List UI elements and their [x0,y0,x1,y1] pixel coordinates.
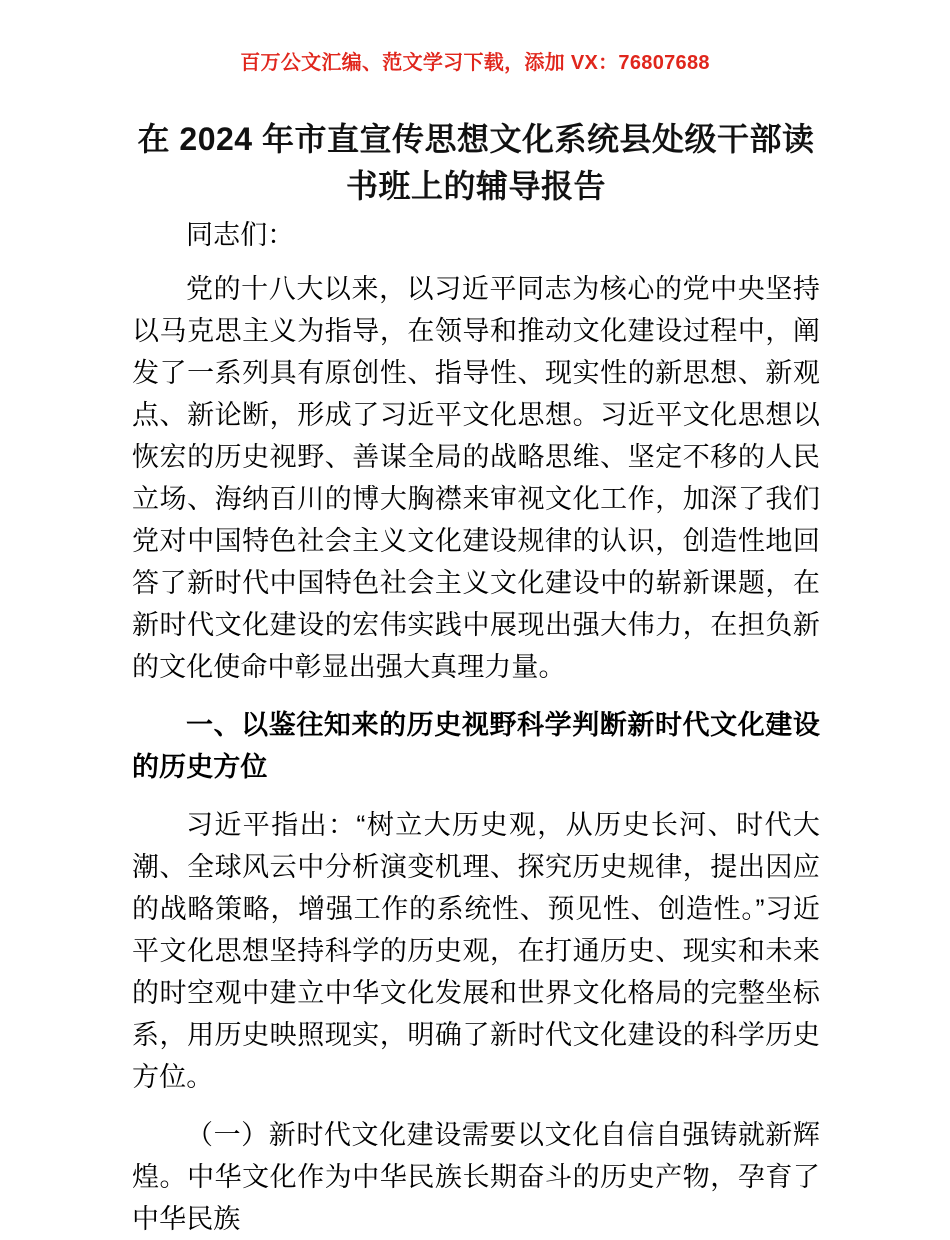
salutation: 同志们： [186,220,295,250]
header-watermark: 百万公文汇编、范文学习下载，添加 VX：76807688 [240,52,710,74]
page-title-line-1: 在 2024 年市直宣传思想文化系统县处级干部读 [137,121,815,157]
body-paragraph-3: （一）新时代文化建设需要以文化自信自强铸就新辉煌。中华文化作为中华民族长期奋斗的历史产物，孕育了中华民族 [132,1120,820,1234]
paragraph-spacer [132,688,820,704]
document-body [132,214,820,1240]
paragraph-spacer [132,1098,820,1114]
body-paragraph-1: 党的十八大以来，以习近平同志为核心的党中央坚持以马克思主义为指导，在领导和推动文化建设过程中，阐发了一系列具有原创性、指导性、现实性的新思想、新观点、新论断，形成了习近平文化思想。习近平文化思想以恢宏的历史视野、善谋全局的战略思维、坚定不移的人民立场、海纳百川的博大胸襟来审视文化工作，加深了我们党对中国特色社会主义文化建设规律的认识，创造性地回答了新时代中国特色社会主义文化建设中的崭新课题，在新时代文化建设的宏伟实践中展现出强大伟力，在担负新的文化使命中彰显出强大真理力量。 [132,274,820,682]
body-paragraph-2: 习近平指出：“树立大历史观，从历史长河、时代大潮、全球风云中分析演变机理、探究历史规律，提出因应的战略策略，增强工作的系统性、预见性、创造性。”习近平文化思想坚持科学的历史观，在打通历史、现实和未来的时空观中建立中华文化发展和世界文化格局的完整坐标系，用历史映照现实，明确了新时代文化建设的科学历史方位。 [132,810,820,1092]
paragraph-spacer [132,256,820,268]
page-title-line-2: 书班上的辅导报告 [345,168,606,204]
section-heading-1: 一、以鉴往知来的历史视野科学判断新时代文化建设的历史方位 [132,710,820,782]
paragraph-spacer [132,788,820,804]
page-title [132,116,820,210]
